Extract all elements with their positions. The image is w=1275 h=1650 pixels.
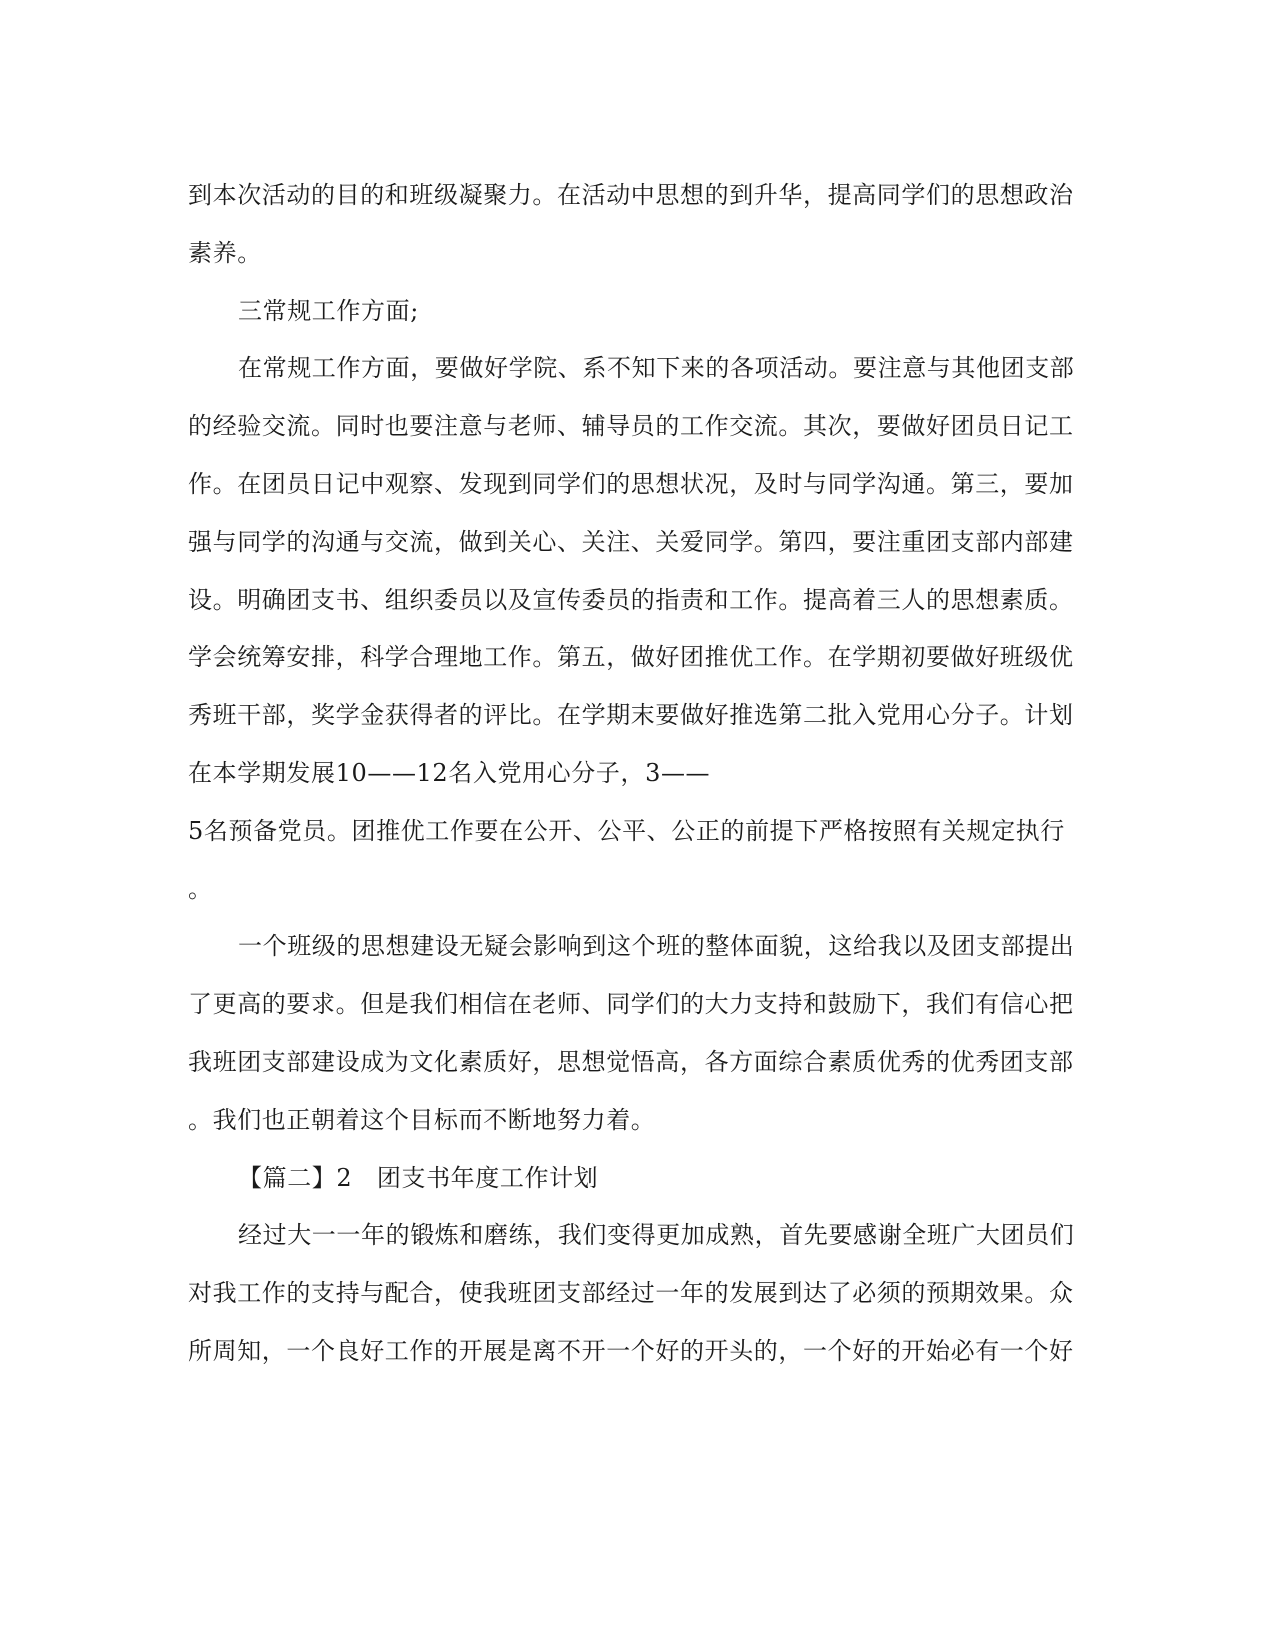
text-line: 强与同学的沟通与交流，做到关心、关注、关爱同学。第四，要注重团支部内部建 [188, 527, 1074, 556]
text-line: 在本学期发展10——12名入党用心分子，3—— [188, 758, 711, 787]
text-line: 所周知，一个良好工作的开展是离不开一个好的开头的，一个好的开始必有一个好 [188, 1336, 1074, 1365]
text-line: 。我们也正朝着这个目标而不断地努力着。 [188, 1105, 656, 1134]
text-line: 三常规工作方面; [238, 296, 419, 325]
text-line: 设。明确团支书、组织委员以及宣传委员的指责和工作。提高着三人的思想素质。 [188, 585, 1074, 614]
body-text [188, 167, 1088, 1381]
text-line: 秀班干部，奖学金获得者的评比。在学期末要做好推选第二批入党用心分子。计划 [188, 701, 1074, 730]
text-line: 了更高的要求。但是我们相信在老师、同学们的大力支持和鼓励下，我们有信心把 [188, 990, 1074, 1019]
text-line: 一个班级的思想建设无疑会影响到这个班的整体面貌，这给我以及团支部提出 [238, 932, 1075, 961]
text-line: 素养。 [188, 238, 262, 267]
text-line: 。 [188, 874, 213, 903]
text-line: 我班团支部建设成为文化素质好，思想觉悟高，各方面综合素质优秀的优秀团支部 [188, 1047, 1074, 1076]
text-line: 学会统筹安排，科学合理地工作。第五，做好团推优工作。在学期初要做好班级优 [188, 643, 1074, 672]
text-line: 作。在团员日记中观察、发现到同学们的思想状况，及时与同学沟通。第三，要加 [188, 469, 1074, 498]
text-line: 的经验交流。同时也要注意与老师、辅导员的工作交流。其次，要做好团员日记工 [188, 412, 1074, 441]
text-line: 【篇二】2 团支书年度工作计划 [238, 1163, 599, 1192]
text-line: 在常规工作方面，要做好学院、系不知下来的各项活动。要注意与其他团支部 [238, 354, 1075, 383]
text-line: 对我工作的支持与配合，使我班团支部经过一年的发展到达了必须的预期效果。众 [188, 1279, 1074, 1308]
text-line: 到本次活动的目的和班级凝聚力。在活动中思想的到升华，提高同学们的思想政治 [188, 181, 1074, 209]
text-line: 5名预备党员。团推优工作要在公开、公平、公正的前提下严格按照有关规定执行 [188, 816, 1065, 845]
text-line: 经过大一一年的锻炼和磨练，我们变得更加成熟，首先要感谢全班广大团员们 [238, 1221, 1075, 1250]
